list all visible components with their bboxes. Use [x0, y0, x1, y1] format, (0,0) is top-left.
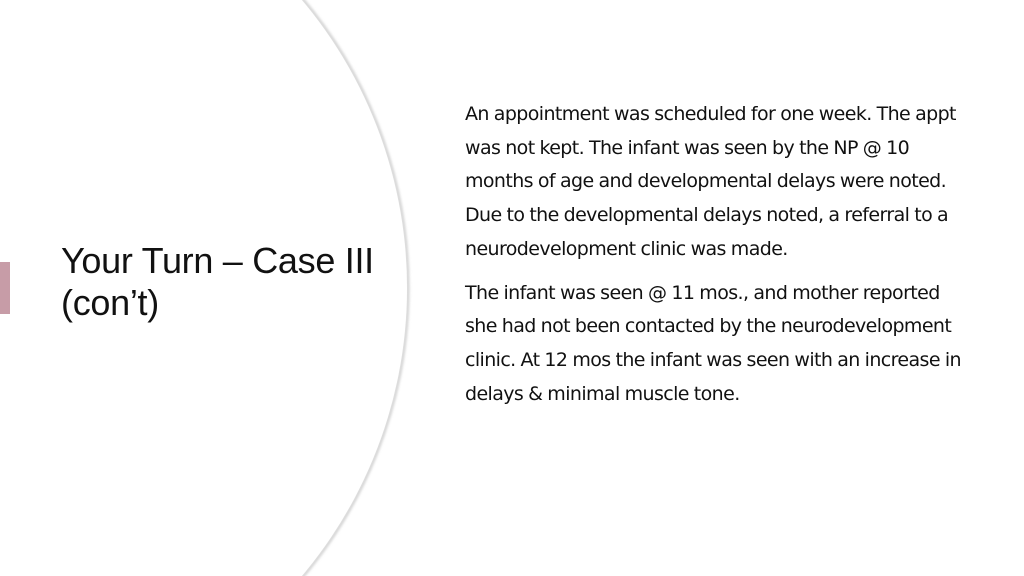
slide-body: [465, 98, 965, 421]
body-paragraph: An appointment was scheduled for one week. The appt was not kept. The infant was seen by the NP @ 10 months of age and developmental delays were noted. Due to the developmental delays noted, a referral to a neurodevelopment clinic was made.: [465, 103, 956, 260]
accent-bar: [0, 262, 10, 314]
body-paragraph: The infant was seen @ 11 mos., and mother reported she had not been contacted by the neurodevelopment clinic. At 12 mos the infant was seen with an increase in delays & minimal muscle tone.: [465, 281, 961, 405]
slide-title: Your Turn – Case III (con’t): [61, 240, 374, 323]
